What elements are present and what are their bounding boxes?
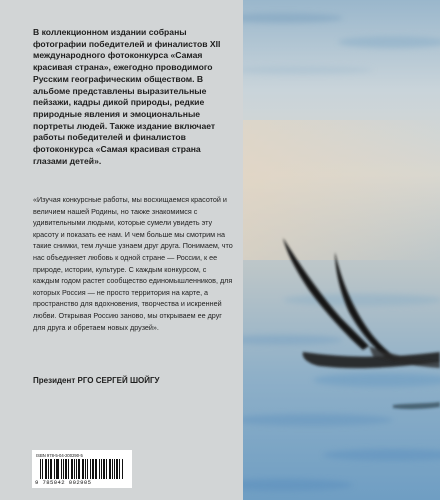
president-quote: «Изучая конкурсные работы, мы восхищаемся красотой и величием нашей Родины, но также знакомимся с удивительными людьми, которые сумели увидеть эту красоту и показать ее нам. И чем больше мы смотрим на такие снимки, тем лучше узнаем друг друга. Понимаем, что нас объединяет любовь к одной стране — России, к ее природе, истории, культуре. С каждым конкурсом, с каждым годом растет сообщество единомышленников, для которых Россия — не просто территория на карте, а пространство для вдохновения, творчества и искренней любви. Открывая Россию заново, мы открываем ее друг для друга и обретаем новых друзей». <box>33 195 233 332</box>
barcode-bar <box>63 459 64 479</box>
barcode-bar <box>112 459 113 479</box>
barcode-bar <box>66 459 67 479</box>
cover-blurb: В коллекционном издании собраны фотографии победителей и финалистов XII международного фотоконкурса «Самая красивая страна», ежегодно проводимого Русским географическим обществом. В альбоме представлены выразительные пейзажи, кадры дикой природы, редкие природные явления и эмоциональные портреты людей. Также издание включает работы победителей и финалистов фотоконкурса «Самая красивая страна глазами детей». <box>33 27 221 166</box>
barcode-bar <box>119 459 120 479</box>
barcode-bar <box>109 459 110 479</box>
barcode-bar <box>83 459 84 479</box>
ean-digits: 9 785042 002905 <box>35 479 92 486</box>
barcode-bar <box>92 459 93 479</box>
barcode-bar <box>82 459 83 479</box>
barcode-bar <box>78 459 79 479</box>
barcode-bar <box>50 459 51 479</box>
barcode-bar <box>48 459 49 479</box>
barcode-bar <box>74 459 75 479</box>
barcode-bar <box>51 459 52 479</box>
barcode-bar <box>65 459 66 479</box>
barcode-bar <box>114 459 115 479</box>
isbn-number: ISBN 978-5-04-200290-5 <box>36 453 83 458</box>
barcode-bar <box>58 459 59 479</box>
barcode-bar <box>101 459 102 479</box>
barcode-bar <box>106 459 107 479</box>
barcode-bar <box>72 459 73 479</box>
barcode-bar <box>79 459 80 479</box>
barcode-bar <box>103 459 104 479</box>
barcode-bar <box>122 459 123 479</box>
barcode-bar <box>90 459 91 479</box>
barcode-bar <box>61 459 62 479</box>
barcode-bar <box>117 459 118 479</box>
barcode-bar <box>71 459 72 479</box>
quote-signature: Президент РГО СЕРГЕЙ ШОЙГУ <box>33 376 160 385</box>
barcode-bar <box>99 459 100 479</box>
barcode-bar <box>87 459 88 479</box>
barcode-bar <box>46 459 47 479</box>
warm-reflection <box>243 120 440 260</box>
barcode-bar <box>68 459 69 479</box>
barcode-bar <box>42 459 43 479</box>
barcode-bar <box>56 459 57 479</box>
barcode-bar <box>45 459 46 479</box>
barcode-bar <box>104 459 105 479</box>
barcode-label <box>32 450 132 488</box>
barcode-bar <box>57 459 58 479</box>
barcode-bar <box>93 459 94 479</box>
barcode-bar <box>110 459 111 479</box>
barcode-icon <box>40 459 124 479</box>
barcode-bar <box>54 459 55 479</box>
barcode-bar <box>85 459 86 479</box>
barcode-bar <box>76 459 77 479</box>
barcode-bar <box>116 459 117 479</box>
barcode-bar <box>95 459 96 479</box>
barcode-bar <box>40 459 41 479</box>
barcode-bar <box>96 459 97 479</box>
cover-photo <box>243 0 440 500</box>
